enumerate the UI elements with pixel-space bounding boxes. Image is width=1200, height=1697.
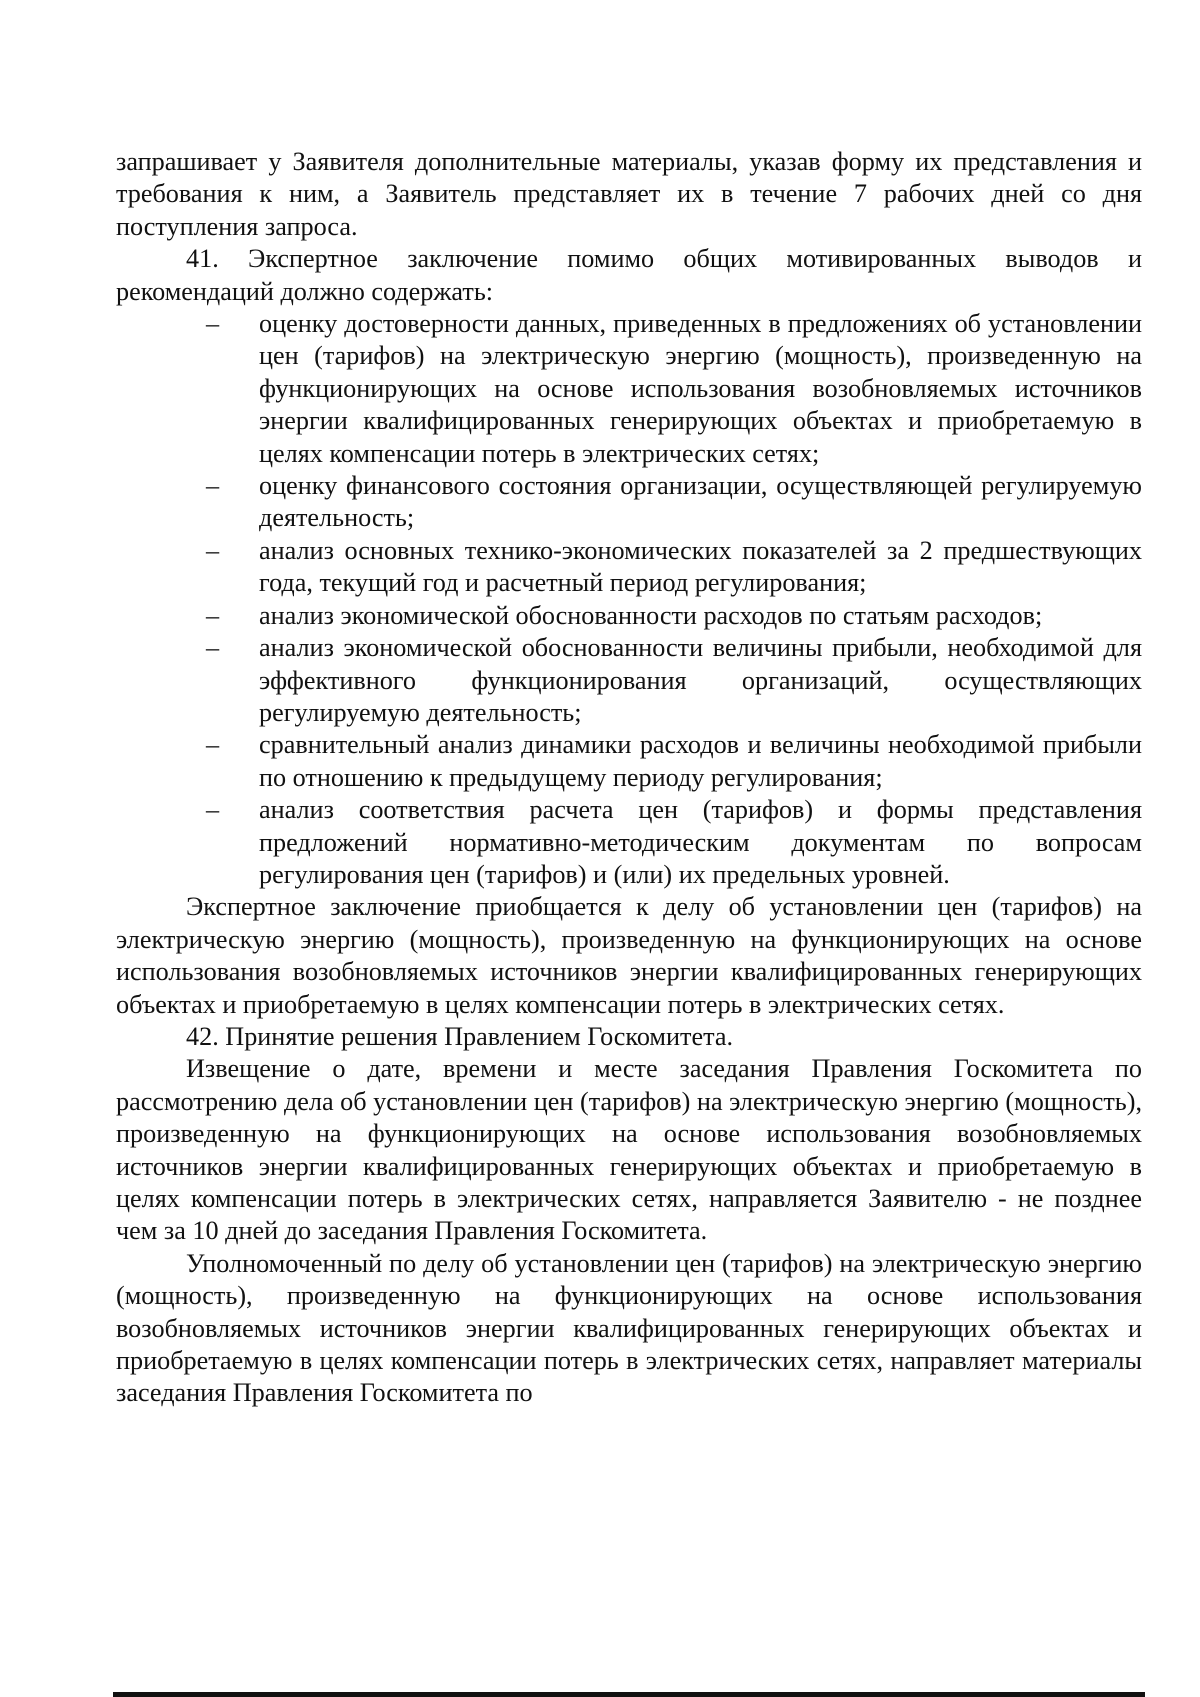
dash-marker: – [206,535,220,565]
dash-marker: – [206,309,220,339]
footer-rule [113,1692,1145,1697]
dash-marker: – [206,795,220,825]
paragraph-meeting-notice: Извещение о дате, времени и месте заседания Правления Госкомитета по рассмотрению дела об установлении цен (тарифов) на электрическую энергию (мощность), произведенную на функционирующих на основе использования возобновляемых источников энергии квалифицированных генерирующих объектах и приобретаемую в целях компенсации потерь в электрических сетях, направляется Заявителю - не позднее чем за 10 дней до заседания Правления Госкомитета. [116,1054,1142,1246]
paragraph-authorized-person: Уполномоченный по делу об установлении цен (тарифов) на электрическую энергию (мощность), произведенную на функционирующих на основе использования возобновляемых источников энергии квалифицированных генерирующих объектах и приобретаемую в целях компенсации потерь в электрических сетях, направляет материалы заседания Правления Госкомитета по [116,1248,1142,1408]
paragraph-42-decision: 42. Принятие решения Правлением Госкомитета. [186,1021,734,1051]
dash-marker: – [206,600,220,630]
list-item [116,794,1142,891]
list-item-text: анализ соответствия расчета цен (тарифов) и формы представления предложений нормативно-методическим документам по вопросам регулирования цен (тарифов) и (или) их предельных уровней. [259,795,1142,889]
list-item [116,535,1142,600]
paragraph-41-expert-conclusion: 41. Экспертное заключение помимо общих мотивированных выводов и рекомендаций должно содержать: [116,244,1142,306]
list-item-text: анализ экономической обоснованности величины прибыли, необходимой для эффективного функционирования организаций, осуществляющих регулируемую деятельность; [259,633,1142,727]
dash-marker: – [206,730,220,760]
list-item [116,729,1142,794]
list-item-text: анализ основных технико-экономических показателей за 2 предшествующих года, текущий год и расчетный период регулирования; [259,535,1142,598]
document-body [116,146,1142,1410]
list-item [116,600,1142,632]
expert-conclusion-list [116,308,1142,891]
dash-marker: – [206,471,220,501]
list-item-text: оценку достоверности данных, приведенных в предложениях об установлении цен (тарифов) на электрическую энергию (мощность), произведенную на функционирующих на основе использования возобновляемых источников энергии квалифицированных генерирующих объектах и приобретаемую в целях компенсации потерь в электрических сетях; [259,309,1142,468]
list-item-text: оценку финансового состояния организации, осуществляющей регулируемую деятельность; [259,471,1142,533]
list-item [116,632,1142,729]
list-item-text: сравнительный анализ динамики расходов и величины необходимой прибыли по отношению к предыдущему периоду регулирования; [259,730,1142,792]
list-item [116,308,1142,470]
paragraph-request-materials: запрашивает у Заявителя дополнительные материалы, указав форму их представления и требования к ним, а Заявитель представляет их в течение 7 рабочих дней со дня поступления запроса. [116,147,1142,241]
dash-marker: – [206,633,220,663]
list-item-text: анализ экономической обоснованности расходов по статьям расходов; [259,600,1043,630]
list-item [116,470,1142,535]
paragraph-expert-conclusion-attached: Экспертное заключение приобщается к делу об установлении цен (тарифов) на электрическую энергию (мощность), произведенную на функционирующих на основе использования возобновляемых источников энергии квалифицированных генерирующих объектах и приобретаемую в целях компенсации потерь в электрических сетях. [116,892,1142,1019]
